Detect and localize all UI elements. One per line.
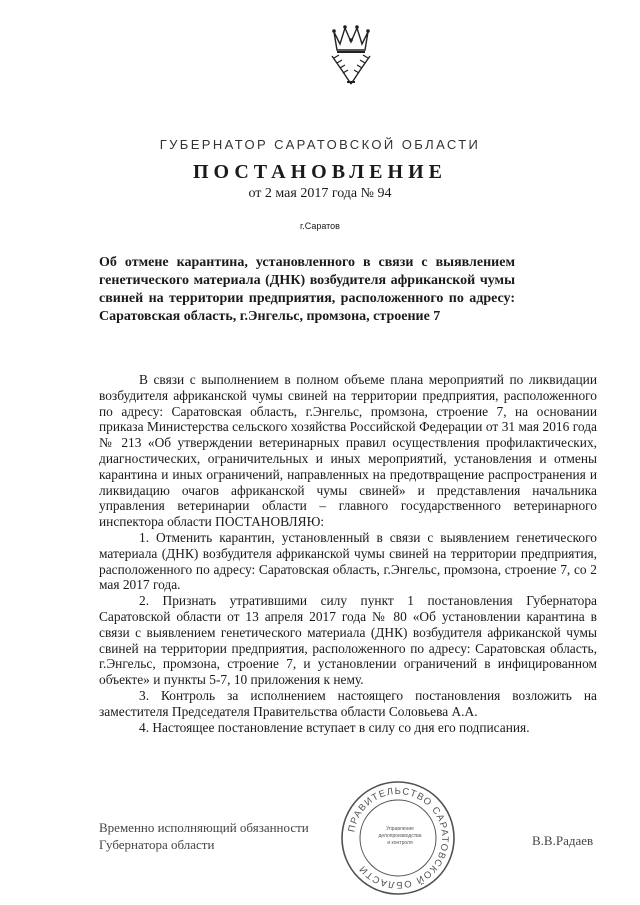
issuing-authority: ГУБЕРНАТОР САРАТОВСКОЙ ОБЛАСТИ (159, 137, 481, 152)
document-number-date: от 2 мая 2017 года № 94 (248, 186, 392, 201)
signatory-title-line: Губернатора области (99, 837, 215, 852)
document-type: ПОСТАНОВЛЕНИЕ (193, 161, 447, 183)
signatory-name: В.В.Радаев (532, 833, 594, 848)
item-2-paragraph: 2. Признать утратившими силу пункт 1 постановления Губернатора Саратовской области от 13 апреля 2017 года № 80 «Об установлении карантина в связи с выявлением генетического материала (ДНК) возбудителя африканской чумы свиней на территории предприятия, расположенного по адресу: Саратовская область, г.Энгельс, промзона, строение 7, и установлении ограничений в инфицированном объекте» и пункты 5-7, 10 приложения к нему. (99, 593, 597, 688)
seal-inner-line: и контроля (387, 840, 413, 846)
seal-inner-line: Управление (386, 826, 414, 832)
crown-wheat-emblem-icon (316, 22, 386, 88)
city: г.Саратов (300, 221, 340, 231)
document-body (99, 372, 597, 735)
preamble-paragraph: В связи с выполнением в полном объеме плана мероприятий по ликвидации возбудителя африканской чумы свиней на территории предприятия, расположенного по адресу: Саратовская область, г.Энгельс, промзона, строение 7, на основании приказа Министерства сельского хозяйства Российской Федерации от 31 мая 2016 года № 213 «Об утверждении ветеринарных правил осуществления профилактических, диагностических, ограничительных и иных мероприятий, установления и отмены карантина и иных ограничений, направленных на предотвращение распространения и ликвидацию очагов африканской чумы свиней» и представления начальника управления ветеринарии области – главного государственного ветеринарного инспектора области ПОСТАНОВЛЯЮ: (99, 372, 597, 530)
signatory-title (99, 819, 309, 853)
item-3-paragraph: 3. Контроль за исполнением настоящего постановления возложить на заместителя Председателя Правительства области Соловьева А.А. (99, 687, 597, 719)
document-subject: Об отмене карантина, установленного в связи с выявлением генетического материала (ДНК) возбудителя африканской чумы свиней на территории предприятия, расположенного по адресу: Саратовская область, г.Энгельс, промзона, строение 7 (99, 255, 515, 324)
item-1-paragraph: 1. Отменить карантин, установленный в связи с выявлением генетического материала (ДНК) возбудителя африканской чумы свиней на территории предприятия, расположенного по адресу: Саратовская область, г.Энгельс, промзона, строение 7, со 2 мая 2017 года. (99, 529, 597, 593)
seal-inner-line: делопроизводства (378, 833, 422, 839)
seal-inner-text (375, 826, 425, 847)
seal-ring-text: ПРАВИТЕЛЬСТВО САРАТОВСКОЙ ОБЛАСТИ (346, 785, 451, 891)
signatory-title-line: Временно исполняющий обязанности (99, 820, 309, 835)
item-4-paragraph: 4. Настоящее постановление вступает в силу со дня его подписания. (139, 719, 530, 735)
